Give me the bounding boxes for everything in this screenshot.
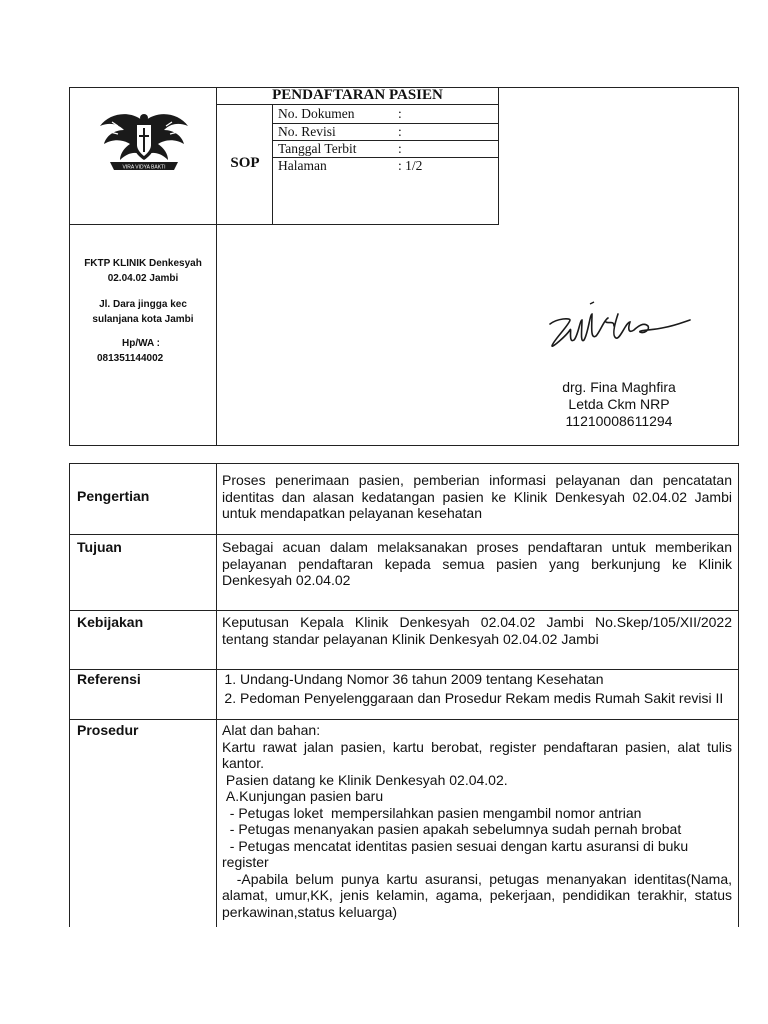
- procedure-step: - Petugas loket mempersilahkan pasien mengambil nomor antrian: [222, 804, 642, 821]
- meta-value: :: [398, 124, 402, 139]
- document-title: PENDAFTARAN PASIEN: [272, 87, 443, 103]
- document-meta: [278, 105, 498, 174]
- procedure-step: - Petugas menanyakan pasien apakah sebelumnya sudah pernah brobat: [222, 821, 682, 837]
- reference-item: 2. Pedoman Penyelenggaraan dan Prosedur Rekam medis Rumah Sakit revisi II: [240, 690, 732, 707]
- signer-nrp: 11210008611294: [565, 413, 673, 429]
- org-name-line2: 02.04.02 Jambi: [107, 273, 179, 284]
- references-list: [222, 671, 732, 708]
- label-referensi: Referensi: [77, 671, 141, 687]
- procedure-tools-label: Alat dan bahan:: [222, 722, 321, 738]
- meta-label: Halaman: [278, 158, 327, 173]
- meta-value: :: [398, 141, 402, 156]
- procedure-content: [222, 722, 736, 920]
- text-tujuan: Sebagai acuan dalam melaksanakan proses pendaftaran untuk memberikan pelayanan pendaftaran kepada semua pasien yang berkunjung ke Klinik Denkesyah 02.04.02: [222, 539, 732, 588]
- meta-value: : 1/2: [398, 158, 423, 173]
- text-pengertian: Proses penerimaan pasien, pemberian informasi pelayanan dan pencatatan identitas dan alasan kedatangan pasien ke Klinik Denkesyah 02.04.02 Jambi untuk mendapatkan pelayanan kesehatan: [222, 472, 732, 521]
- label-tujuan: Tujuan: [77, 539, 122, 555]
- meta-halaman: [278, 157, 498, 174]
- text-kebijakan: Keputusan Kepala Klinik Denkesyah 02.04.02 Jambi No.Skep/105/XII/2022 tentang standar pelayanan Klinik Denkesyah 02.04.02 Jambi: [222, 614, 732, 647]
- org-address-line1: Jl. Dara jingga kec: [99, 299, 187, 310]
- meta-label: No. Revisi: [278, 124, 336, 139]
- reference-item: 1. Undang-Undang Nomor 36 tahun 2009 tentang Kesehatan: [240, 671, 732, 688]
- procedure-step: -Apabila belum punya kartu asuransi, petugas menanyakan identitas(Nama, alamat, umur,KK, jenis kelamin, agama, pekerjaan, pendidikan terakhir, status perkawinan,status keluarga): [222, 870, 736, 920]
- label-prosedur: Prosedur: [77, 722, 139, 738]
- org-address-line2: sulanjana kota Jambi: [92, 314, 194, 325]
- signer-name: drg. Fina Maghfira: [562, 379, 676, 395]
- signer-block: [499, 379, 739, 430]
- procedure-intro: Pasien datang ke Klinik Denkesyah 02.04.02.: [222, 771, 508, 788]
- label-kebijakan: Kebijakan: [77, 614, 144, 630]
- org-phone: 081351144002: [97, 353, 164, 364]
- procedure-tools-text: Kartu rawat jalan pasien, kartu berobat, register pendaftaran pasien, alat tulis kantor.: [222, 738, 732, 771]
- meta-tanggal-terbit: [278, 140, 498, 157]
- logo-motto: VIRA VIDYA BAKTI: [122, 164, 166, 171]
- signature-area: [544, 300, 694, 362]
- meta-label: No. Dokumen: [278, 106, 355, 121]
- sop-label: SOP: [230, 155, 260, 171]
- label-pengertian: Pengertian: [77, 488, 150, 504]
- procedure-subheading-a: A.Kunjungan pasien baru: [222, 788, 384, 804]
- meta-value: :: [398, 106, 402, 121]
- signer-rank: Letda Ckm NRP: [568, 396, 670, 412]
- procedure-step: - Petugas mencatat identitas pasien sesuai dengan kartu asuransi di buku register: [222, 837, 693, 870]
- logo: [96, 108, 192, 178]
- organization-info: [70, 256, 216, 366]
- org-name-line1: FKTP KLINIK Denkesyah: [84, 258, 202, 269]
- emblem-icon: [96, 108, 192, 178]
- signature-icon: [544, 300, 694, 362]
- org-phone-label: Hp/WA :: [122, 338, 160, 349]
- meta-no-dokumen: [278, 105, 498, 123]
- meta-label: Tanggal Terbit: [278, 141, 357, 156]
- meta-no-revisi: [278, 123, 498, 140]
